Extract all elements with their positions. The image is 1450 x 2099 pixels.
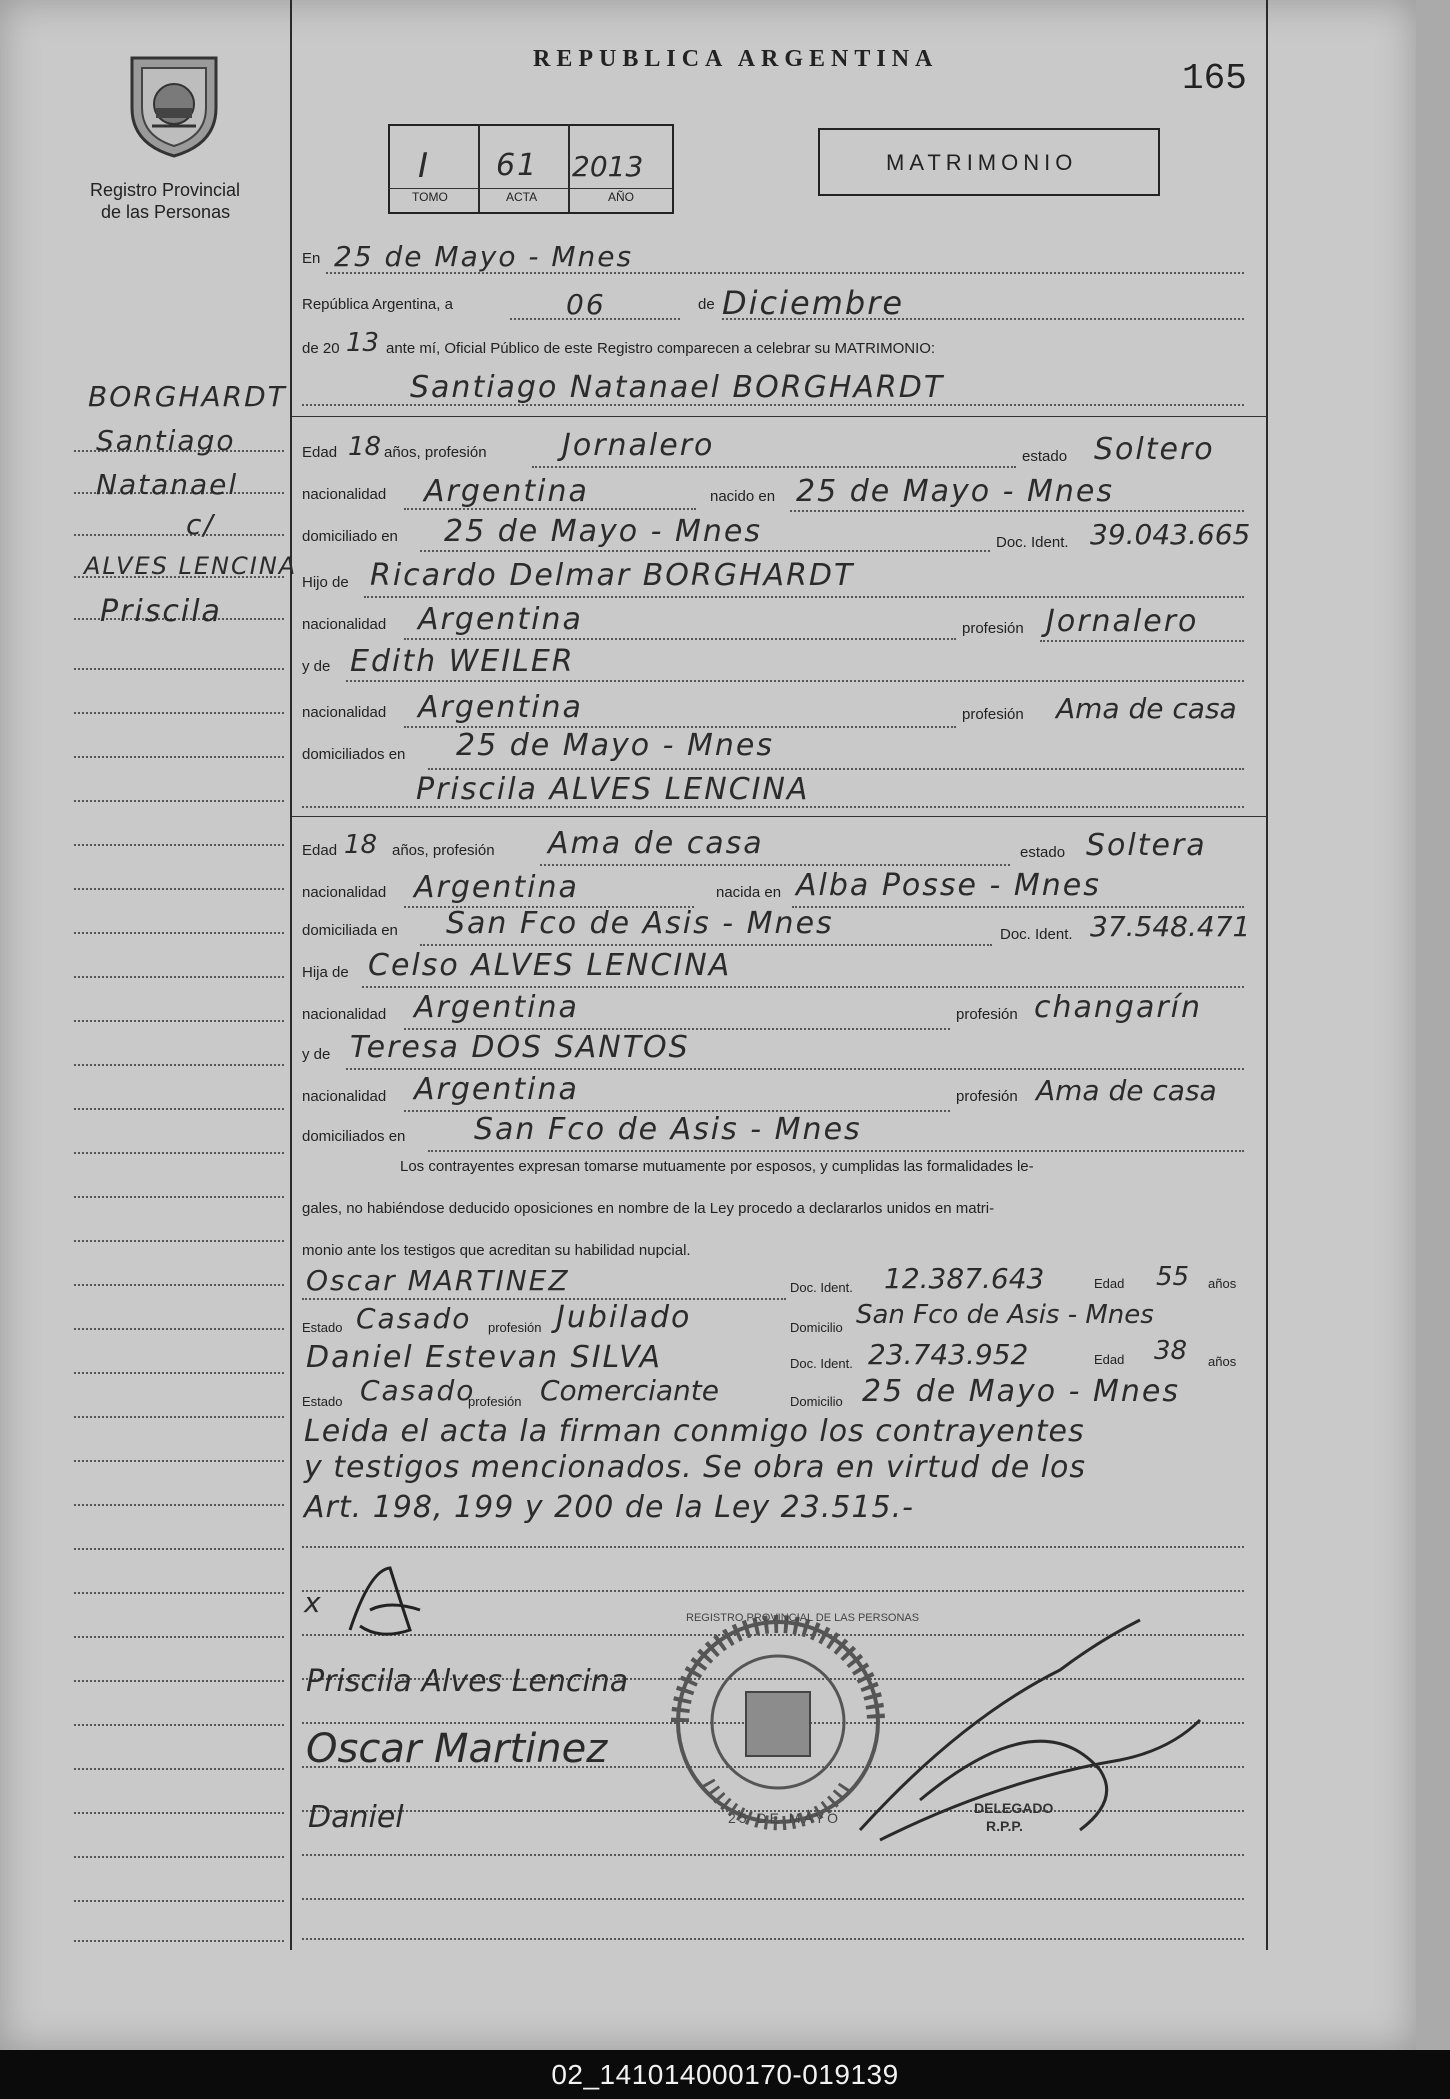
round-seal-text: REGISTRO PROVINCIAL DE LAS PERSONAS [686,1612,920,1624]
witness2-doc-label: Doc. Ident. [790,1356,853,1371]
witness2-name: Daniel Estevan SILVA [306,1340,663,1375]
witness1-doc: 12.387.643 [884,1262,1045,1295]
groom-birthplace: 25 de Mayo - Mnes [796,474,1115,509]
year-prefix: de 20 [302,340,340,357]
groom-domiciliado-label: domiciliado en [302,528,398,545]
groom-address: 25 de Mayo - Mnes [444,514,763,549]
margin-name-line3: Natanael [96,468,239,501]
bride-mother-prof-label: profesión [956,1088,1018,1105]
groom-father-prof-label: profesión [962,620,1024,637]
signature-mark: x [304,1586,323,1619]
signature-witness2: Daniel [308,1800,404,1835]
provincial-registry-logo [112,48,236,160]
bride-yde-label: y de [302,1046,331,1063]
round-seal-bottom: 25 DE MAYO [728,1810,841,1826]
comparecen-text: ante mí, Oficial Público de este Registro comparecen a celebrar su MATRIMONIO: [386,340,936,357]
margin-name-line5: ALVES LENCINA [84,552,298,580]
witness1-domicilio-label: Domicilio [790,1320,843,1335]
bride-mother-profession: Ama de casa [1036,1074,1217,1107]
groom-father-nationality: Argentina [418,602,583,637]
groom-mother-nationality: Argentina [418,690,583,725]
registry-name-line2: de las Personas [101,202,231,222]
bride-profesion-label: años, profesión [392,842,495,859]
acta-value: 61 [496,148,539,183]
groom-mother-prof-label: profesión [962,706,1024,723]
bride-nacionalidad-label: nacionalidad [302,884,387,901]
page-number: 165 [1182,58,1247,99]
groom-mother-profession: Ama de casa [1056,692,1237,725]
official-signature [840,1600,1230,1860]
scan-edge [1416,0,1450,2050]
groom-estado-label: estado [1022,448,1068,465]
bride-mother-nat-label: nacionalidad [302,1088,387,1105]
bride-parents-dom-label: domiciliados en [302,1128,406,1145]
bride-father-prof-label: profesión [956,1006,1018,1023]
year-suffix: 13 [346,328,380,358]
acta-label: ACTA [506,190,538,204]
tomo-label: TOMO [412,190,448,204]
signature-bride: Priscila Alves Lencina [306,1664,629,1699]
bride-full-name: Priscila ALVES LENCINA [416,772,810,807]
anio-value: 2013 [572,150,644,183]
witness2-age: 38 [1154,1336,1188,1366]
witness2-edad-label: Edad [1094,1352,1125,1367]
bride-mother-nationality: Argentina [414,1072,579,1107]
bride-doc: 37.548.471 [1090,910,1251,943]
bride-birthplace: Alba Posse - Mnes [796,868,1101,903]
witness2-estado-label: Estado [302,1394,343,1409]
groom-civil-state: Soltero [1094,432,1215,467]
witness1-name: Oscar MARTINEZ [306,1264,570,1297]
signature-witness1: Oscar Martinez [306,1726,608,1772]
bride-civil-state: Soltera [1086,828,1207,863]
groom-hijo-label: Hijo de [302,574,349,591]
margin-name-line2: Santiago [96,424,236,457]
bride-nacida-label: nacida en [716,884,782,901]
witness2-address: 25 de Mayo - Mnes [862,1374,1181,1409]
bride-father-profession: changarín [1034,990,1203,1025]
bride-profession: Ama de casa [548,826,764,861]
declaration-line2: gales, no habiéndose deducido oposiciones en nombre de la Ley procedo a declararlos unidos en matri- [302,1200,995,1217]
witness1-prof-label: profesión [488,1320,542,1335]
bride-father: Celso ALVES LENCINA [368,948,732,983]
groom-full-name: Santiago Natanael BORGHARDT [410,370,945,405]
act-place: 25 de Mayo - Mnes [334,240,634,273]
act-day: 06 [566,288,606,321]
margin-name-line6: Priscila [100,594,222,629]
declaration-line1: Los contrayentes expresan tomarse mutuamente por esposos, y cumplidas las formalidades le- [400,1158,1034,1175]
witness1-estado-label: Estado [302,1320,343,1335]
bride-address: San Fco de Asis - Mnes [446,906,834,941]
groom-doc-label: Doc. Ident. [996,534,1069,551]
closing-line1: Leida el acta la firman conmigo los contrayentes [304,1414,1085,1449]
bride-edad-label: Edad [302,842,338,859]
bride-hija-label: Hija de [302,964,349,981]
en-label: En [302,250,321,267]
republica-label: República Argentina, a [302,296,453,313]
witness1-edad-label: Edad [1094,1276,1125,1291]
witness1-anios-label: años [1208,1276,1237,1291]
witness1-age: 55 [1156,1262,1190,1292]
groom-parents-dom-label: domiciliados en [302,746,406,763]
witness2-civil-state: Casado [360,1374,476,1407]
groom-parents-address: 25 de Mayo - Mnes [456,728,775,763]
act-month: Diciembre [722,284,905,322]
groom-age: 18 [348,432,382,462]
bride-estado-label: estado [1020,844,1066,861]
witness2-anios-label: años [1208,1354,1237,1369]
groom-nationality: Argentina [424,474,589,509]
groom-doc: 39.043.665 [1090,518,1251,551]
witness2-doc: 23.743.952 [868,1338,1029,1371]
declaration-line3: monio ante los testigos que acreditan su habilidad nupcial. [302,1242,691,1259]
witness1-profession: Jubilado [556,1300,692,1335]
bride-doc-label: Doc. Ident. [1000,926,1073,943]
witness2-profession: Comerciante [540,1374,719,1407]
bride-domiciliada-label: domiciliada en [302,922,398,939]
witness2-domicilio-label: Domicilio [790,1394,843,1409]
registry-name-line1: Registro Provincial [90,180,241,200]
witness1-doc-label: Doc. Ident. [790,1280,853,1295]
groom-profesion-label: años, profesión [384,444,487,461]
closing-line3: Art. 198, 199 y 200 de la Ley 23.515.- [304,1490,914,1525]
bride-parents-address: San Fco de Asis - Mnes [474,1112,862,1147]
rect-stamp-line1: DELEGADO [974,1800,1054,1816]
groom-nacido-label: nacido en [710,488,776,505]
groom-mother-nat-label: nacionalidad [302,704,387,721]
groom-mother: Edith WEILER [350,644,575,679]
groom-father-nat-label: nacionalidad [302,616,387,633]
margin-name-line4: c/ [186,508,215,541]
witness2-prof-label: profesión [468,1394,522,1409]
bride-father-nat-label: nacionalidad [302,1006,387,1023]
scan-caption: 02_141014000170-019139 [0,2050,1450,2099]
margin-name-line1: BORGHARDT [88,380,287,413]
bride-nationality: Argentina [414,870,579,905]
bride-father-nationality: Argentina [414,990,579,1025]
act-type: MATRIMONIO [886,150,1078,175]
signature-scribble-1 [330,1560,440,1650]
groom-father-profession: Jornalero [1046,604,1199,639]
groom-yde-label: y de [302,658,331,675]
groom-profession: Jornalero [562,428,715,463]
tomo-value: I [418,146,431,186]
bride-mother: Teresa DOS SANTOS [350,1030,690,1065]
witness1-civil-state: Casado [356,1302,472,1335]
de-label: de [698,296,715,313]
groom-father: Ricardo Delmar BORGHARDT [370,558,855,593]
witness1-address: San Fco de Asis - Mnes [856,1300,1154,1330]
closing-line2: y testigos mencionados. Se obra en virtud de los [304,1450,1087,1485]
groom-nacionalidad-label: nacionalidad [302,486,387,503]
country-title: REPUBLICA ARGENTINA [533,46,939,72]
anio-label: AÑO [608,190,635,204]
groom-edad-label: Edad [302,444,338,461]
bride-age: 18 [344,830,378,860]
rect-stamp-line2: R.P.P. [986,1818,1023,1834]
